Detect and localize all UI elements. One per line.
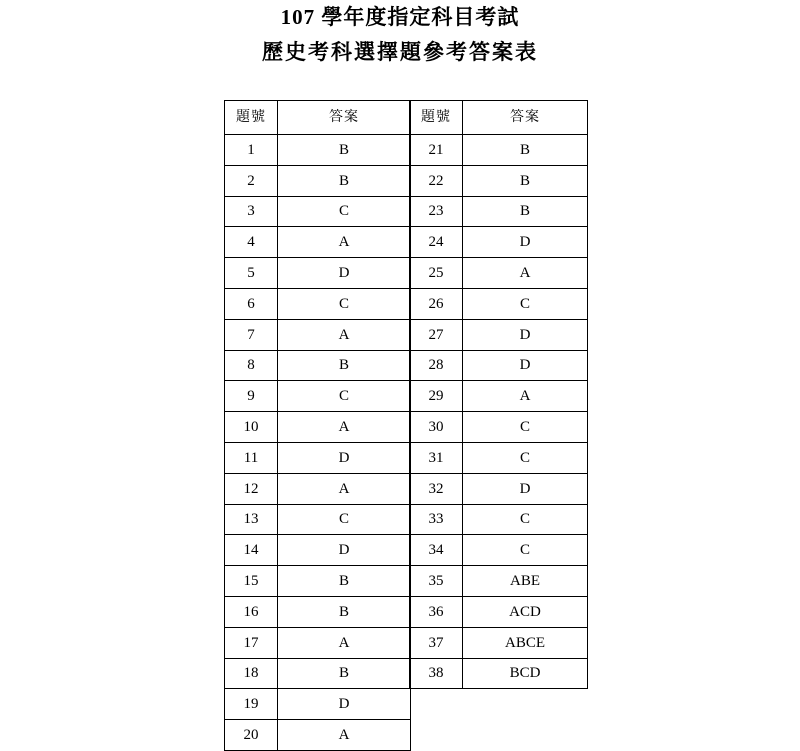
table-row	[225, 658, 411, 689]
header-answer: 答案	[278, 101, 411, 135]
table-row	[225, 350, 411, 381]
answer-cell: ACD	[463, 596, 588, 627]
table-row	[410, 135, 588, 166]
document-title: 107 學年度指定科目考試	[280, 5, 520, 29]
table-row	[410, 566, 588, 597]
question-number-cell: 31	[410, 442, 463, 473]
answer-cell: D	[463, 227, 588, 258]
table-row	[225, 720, 411, 751]
question-number-cell: 20	[225, 720, 278, 751]
answer-cell: D	[278, 689, 411, 720]
answer-cell: C	[463, 535, 588, 566]
table-row	[410, 165, 588, 196]
table-row	[225, 504, 411, 535]
table-row	[410, 350, 588, 381]
answer-cell: C	[463, 504, 588, 535]
question-number-cell: 12	[225, 473, 278, 504]
answer-cell: A	[463, 258, 588, 289]
question-number-cell: 14	[225, 535, 278, 566]
question-number-cell: 10	[225, 412, 278, 443]
question-number-cell: 30	[410, 412, 463, 443]
answer-cell: D	[278, 535, 411, 566]
table-row	[410, 196, 588, 227]
answer-cell: C	[278, 504, 411, 535]
answer-cell: A	[278, 473, 411, 504]
table-row	[225, 165, 411, 196]
table-row	[410, 627, 588, 658]
answer-table-left	[224, 100, 411, 751]
table-row	[410, 442, 588, 473]
table-row	[410, 535, 588, 566]
table-row	[225, 196, 411, 227]
answer-cell: B	[278, 350, 411, 381]
question-number-cell: 8	[225, 350, 278, 381]
question-number-cell: 26	[410, 288, 463, 319]
answer-cell: B	[463, 196, 588, 227]
question-number-cell: 36	[410, 596, 463, 627]
answer-table-right	[409, 100, 588, 689]
table-row	[410, 227, 588, 258]
table-row	[225, 535, 411, 566]
answer-cell: B	[463, 135, 588, 166]
answer-cell: A	[278, 627, 411, 658]
question-number-cell: 21	[410, 135, 463, 166]
table-row	[225, 288, 411, 319]
table-row	[410, 288, 588, 319]
answer-cell: A	[278, 412, 411, 443]
question-number-cell: 9	[225, 381, 278, 412]
question-number-cell: 33	[410, 504, 463, 535]
answer-cell: ABE	[463, 566, 588, 597]
document-subtitle: 歷史考科選擇題參考答案表	[262, 40, 538, 64]
question-number-cell: 37	[410, 627, 463, 658]
table-row	[410, 412, 588, 443]
table-row	[225, 689, 411, 720]
question-number-cell: 4	[225, 227, 278, 258]
answer-cell: A	[278, 720, 411, 751]
table-row	[225, 258, 411, 289]
question-number-cell: 38	[410, 658, 463, 689]
table-row	[225, 135, 411, 166]
question-number-cell: 35	[410, 566, 463, 597]
table-row	[225, 319, 411, 350]
answer-cell: B	[463, 165, 588, 196]
answer-cell: BCD	[463, 658, 588, 689]
question-number-cell: 22	[410, 165, 463, 196]
table-row	[410, 596, 588, 627]
table-row	[225, 566, 411, 597]
table-row	[225, 473, 411, 504]
question-number-cell: 7	[225, 319, 278, 350]
question-number-cell: 19	[225, 689, 278, 720]
table-row	[225, 596, 411, 627]
answer-cell: B	[278, 135, 411, 166]
question-number-cell: 17	[225, 627, 278, 658]
question-number-cell: 34	[410, 535, 463, 566]
answer-cell: D	[278, 258, 411, 289]
question-number-cell: 2	[225, 165, 278, 196]
question-number-cell: 29	[410, 381, 463, 412]
table-row	[225, 381, 411, 412]
question-number-cell: 3	[225, 196, 278, 227]
question-number-cell: 15	[225, 566, 278, 597]
question-number-cell: 32	[410, 473, 463, 504]
answer-cell: C	[278, 196, 411, 227]
answer-cell: A	[463, 381, 588, 412]
header-question-number: 題號	[410, 101, 463, 135]
header-answer: 答案	[463, 101, 588, 135]
table-row	[225, 627, 411, 658]
answer-cell: B	[278, 596, 411, 627]
question-number-cell: 25	[410, 258, 463, 289]
table-row	[225, 412, 411, 443]
question-number-cell: 24	[410, 227, 463, 258]
answer-cell: C	[463, 442, 588, 473]
answer-cell: ABCE	[463, 627, 588, 658]
answer-cell: D	[463, 473, 588, 504]
question-number-cell: 11	[225, 442, 278, 473]
table-header-row	[225, 101, 411, 135]
table-row	[410, 504, 588, 535]
table-header-row	[410, 101, 588, 135]
question-number-cell: 28	[410, 350, 463, 381]
answer-cell: C	[463, 288, 588, 319]
table-row	[225, 442, 411, 473]
question-number-cell: 6	[225, 288, 278, 319]
table-row	[410, 658, 588, 689]
answer-cell: D	[278, 442, 411, 473]
question-number-cell: 23	[410, 196, 463, 227]
answer-cell: C	[463, 412, 588, 443]
question-number-cell: 18	[225, 658, 278, 689]
table-row	[410, 381, 588, 412]
table-row	[410, 473, 588, 504]
table-row	[225, 227, 411, 258]
answer-cell: B	[278, 566, 411, 597]
table-row	[410, 319, 588, 350]
answer-cell: C	[278, 288, 411, 319]
answer-cell: D	[463, 319, 588, 350]
table-row	[410, 258, 588, 289]
question-number-cell: 16	[225, 596, 278, 627]
answer-cell: D	[463, 350, 588, 381]
question-number-cell: 27	[410, 319, 463, 350]
answer-cell: B	[278, 658, 411, 689]
answer-cell: A	[278, 227, 411, 258]
answer-cell: C	[278, 381, 411, 412]
answer-cell: B	[278, 165, 411, 196]
question-number-cell: 1	[225, 135, 278, 166]
question-number-cell: 5	[225, 258, 278, 289]
header-question-number: 題號	[225, 101, 278, 135]
question-number-cell: 13	[225, 504, 278, 535]
answer-cell: A	[278, 319, 411, 350]
